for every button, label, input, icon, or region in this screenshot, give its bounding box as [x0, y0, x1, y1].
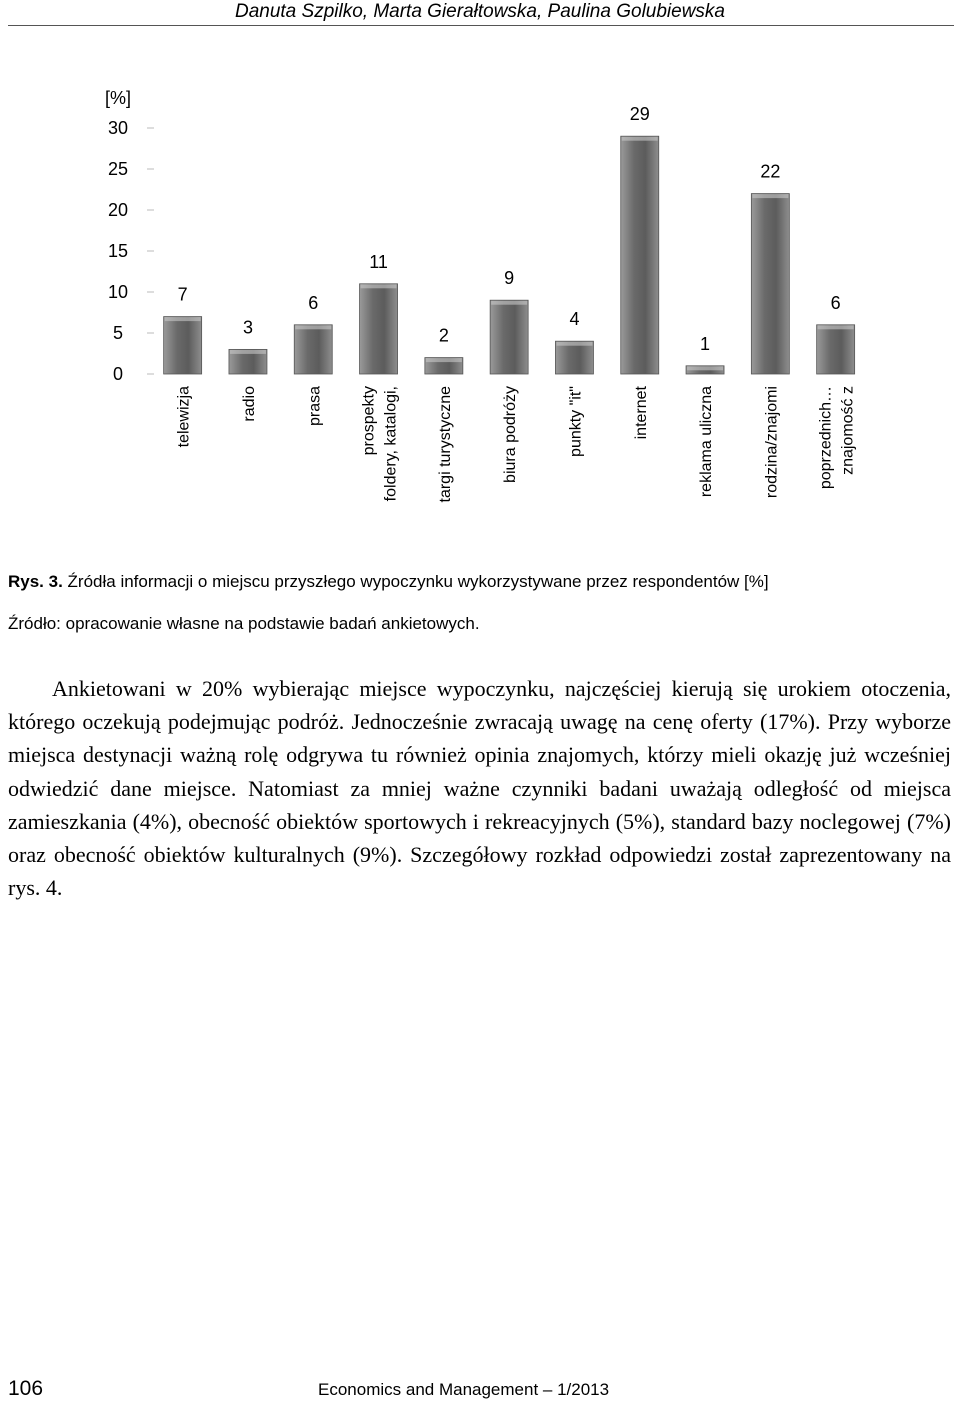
bar: [621, 136, 659, 374]
bar: [555, 341, 593, 374]
x-category-label: [567, 386, 584, 457]
x-category-label-line: telewizja: [175, 386, 193, 448]
bar-value-label: 1: [700, 333, 711, 354]
x-category-label-line: radio: [240, 386, 258, 422]
x-category-label: [698, 386, 715, 497]
y-tick-label: 30: [107, 118, 129, 138]
bar-value-label: 22: [760, 161, 781, 182]
bar-value-label: 6: [830, 292, 841, 313]
bar-highlight: [556, 342, 592, 346]
bar-group: [817, 293, 855, 374]
bar-highlight: [491, 301, 527, 305]
bar-value-label: 2: [438, 325, 449, 346]
bar-group: [229, 317, 267, 374]
header-rule: [8, 25, 954, 26]
bar-value-label: 3: [242, 317, 253, 338]
figure-caption-text: Źródła informacji o miejscu przyszłego wypoczynku wykorzystywane przez respondentów [%]: [62, 572, 769, 591]
bar-chart: [0, 60, 960, 550]
bar-group: [425, 326, 463, 374]
x-category-label-line: rodzina/znajomi: [763, 386, 781, 499]
bar-highlight: [230, 350, 266, 354]
bar: [817, 325, 855, 374]
bar-highlight: [295, 325, 331, 329]
bar-group: [360, 252, 398, 374]
y-tick-label: 15: [107, 241, 129, 261]
bar: [490, 300, 528, 374]
figure-source: Źródło: opracowanie własne na podstawie badań ankietowych.: [8, 614, 480, 633]
x-category-label: [241, 386, 258, 422]
x-category-label-line: znajomość z: [839, 386, 857, 475]
bar-value-label: 9: [504, 268, 515, 289]
bar: [164, 317, 202, 374]
x-category-label-line: punkty "it": [567, 386, 585, 457]
bar-group: [555, 309, 593, 374]
x-category-label: [437, 386, 454, 503]
x-category-label-line: biura podróży: [502, 386, 520, 483]
bar-value-label: 4: [569, 309, 580, 330]
bar-highlight: [165, 317, 201, 321]
y-tick-label: 20: [107, 200, 129, 220]
y-tick-label: 0: [112, 364, 124, 384]
bar-group: [686, 334, 724, 374]
bar: [751, 194, 789, 374]
x-category-label-line: poprzednich…: [817, 386, 835, 490]
bar-value-label: 7: [177, 284, 188, 305]
body-paragraph: Ankietowani w 20% wybierając miejsce wypoczynku, najczęściej kierują się urokiem otoczenia, którego oczekują podejmując podróż. Jednocześnie zwracają uwagę na cenę oferty (17%). Przy wyborze miejsca destynacji ważną rolę odgrywa tu również opinia znajomych, którzy mieli okazję już wcześniej odwiedzić dane miejsce. Natomiast za mniej ważne czynniki badani uważają odległość od miejsca zamieszkania (4%), obecność obiektów sportowych i rekreacyjnych (5%), standard bazy noclegowej (7%) oraz obecność obiektów kulturalnych (9%). Szczegółowy rozkład odpowiedzi został zaprezentowany na rys. 4.: [8, 676, 951, 901]
y-axis-label: [%]: [104, 88, 132, 108]
x-category-label: [818, 386, 857, 489]
x-category-label-line: foldery, katalogi,: [382, 386, 400, 502]
x-category-label: [306, 386, 323, 426]
y-tick-label: 25: [107, 159, 129, 179]
x-category-label: [176, 386, 193, 447]
bar-group: [294, 293, 332, 374]
bar-highlight: [818, 325, 854, 329]
x-category-label-line: prasa: [306, 386, 324, 427]
bar: [294, 325, 332, 374]
x-category-label: [502, 386, 519, 483]
figure-caption: [8, 571, 953, 593]
x-category-label: [763, 386, 780, 498]
bar-group: [751, 162, 789, 374]
bar-group: [164, 285, 202, 374]
x-category-label: [633, 385, 650, 439]
bar-value-label: 29: [629, 104, 650, 125]
bar-group: [621, 104, 659, 374]
x-category-label-line: prospekty: [360, 386, 378, 456]
bar: [360, 284, 398, 374]
y-tick-label: 5: [112, 323, 124, 343]
bar-highlight: [361, 284, 397, 288]
bar-value-label: 11: [369, 251, 388, 272]
x-category-label-line: targi turystyczne: [436, 386, 454, 503]
x-category-label-line: internet: [632, 386, 650, 440]
bar-highlight: [687, 366, 723, 370]
running-header: Danuta Szpilko, Marta Gierałtowska, Paulina Golubiewska: [234, 1, 725, 22]
x-category-label: [361, 386, 400, 501]
bar-highlight: [752, 194, 788, 198]
bar-group: [490, 268, 528, 374]
x-category-label-line: reklama uliczna: [698, 386, 716, 498]
bar-highlight: [622, 137, 658, 141]
bar-highlight: [426, 358, 462, 362]
y-tick-label: 10: [107, 282, 129, 302]
bar-value-label: 6: [308, 292, 319, 313]
journal-title: Economics and Management – 1/2013: [318, 1380, 610, 1399]
page-number: 106: [8, 1377, 44, 1400]
figure-caption-label: Rys. 3.: [8, 572, 63, 591]
